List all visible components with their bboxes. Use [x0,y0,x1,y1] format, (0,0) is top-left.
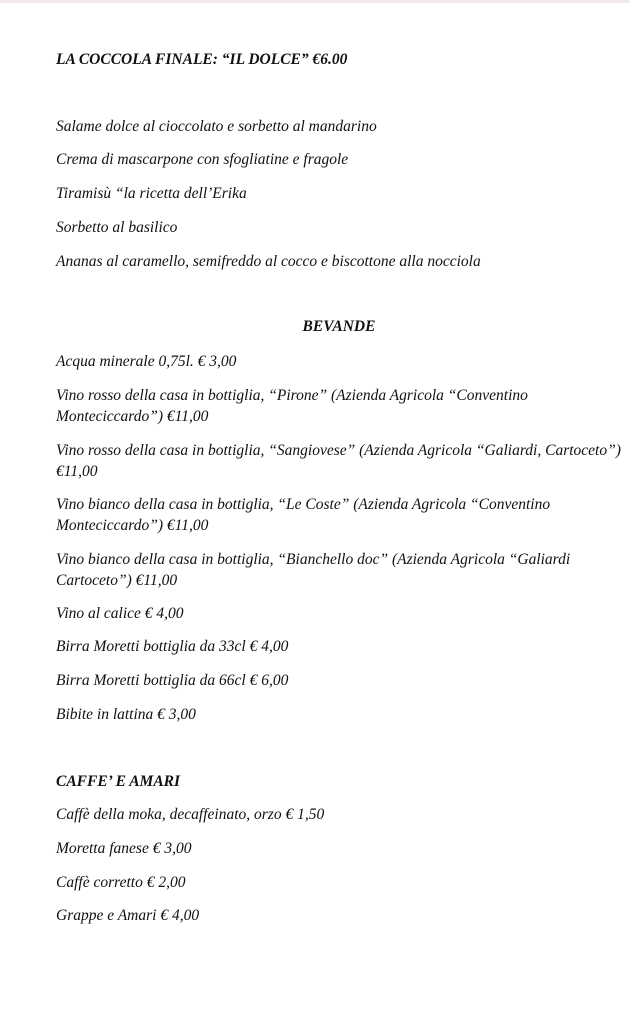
bevande-item: Acqua minerale 0,75l. € 3,00 [56,353,237,370]
dolce-item: Tiramisù “la ricetta dell’Erika [56,185,247,202]
section-title-bevande: BEVANDE [302,318,376,335]
dolce-item: Sorbetto al basilico [56,219,178,236]
bevande-item: Vino bianco della casa in bottiglia, “Bianchello doc” (Azienda Agricola “Galiardi Cartoceto”) €11,00 [56,551,571,589]
bevande-item: Vino bianco della casa in bottiglia, “Le Coste” (Azienda Agricola “Conventino Monteciccardo”) €11,00 [56,496,551,534]
caffe-item: Grappe e Amari € 4,00 [56,907,200,924]
bevande-item: Vino rosso della casa in bottiglia, “Sangiovese” (Azienda Agricola “Galiardi, Cartoceto”) €11,00 [56,442,621,480]
caffe-item: Caffè della moka, decaffeinato, orzo € 1,50 [56,806,325,823]
caffe-item: Moretta fanese € 3,00 [56,840,192,857]
section-title-caffe: CAFFE’ E AMARI [56,773,181,790]
bevande-item: Bibite in lattina € 3,00 [56,706,196,723]
bevande-item: Birra Moretti bottiglia da 33cl € 4,00 [56,638,289,655]
top-border-strip [0,0,630,3]
dolce-item: Ananas al caramello, semifreddo al cocco e biscottone alla nocciola [56,253,481,270]
dolce-item: Crema di mascarpone con sfogliatine e fragole [56,151,349,168]
caffe-item: Caffè corretto € 2,00 [56,874,186,891]
bevande-item: Vino rosso della casa in bottiglia, “Pirone” (Azienda Agricola “Conventino Monteciccardo”) €11,00 [56,387,528,425]
bevande-item: Birra Moretti bottiglia da 66cl € 6,00 [56,672,289,689]
bevande-item: Vino al calice € 4,00 [56,605,184,622]
dolce-item: Salame dolce al cioccolato e sorbetto al mandarino [56,118,377,135]
section-title-dolce: LA COCCOLA FINALE: “IL DOLCE” €6.00 [56,51,348,68]
